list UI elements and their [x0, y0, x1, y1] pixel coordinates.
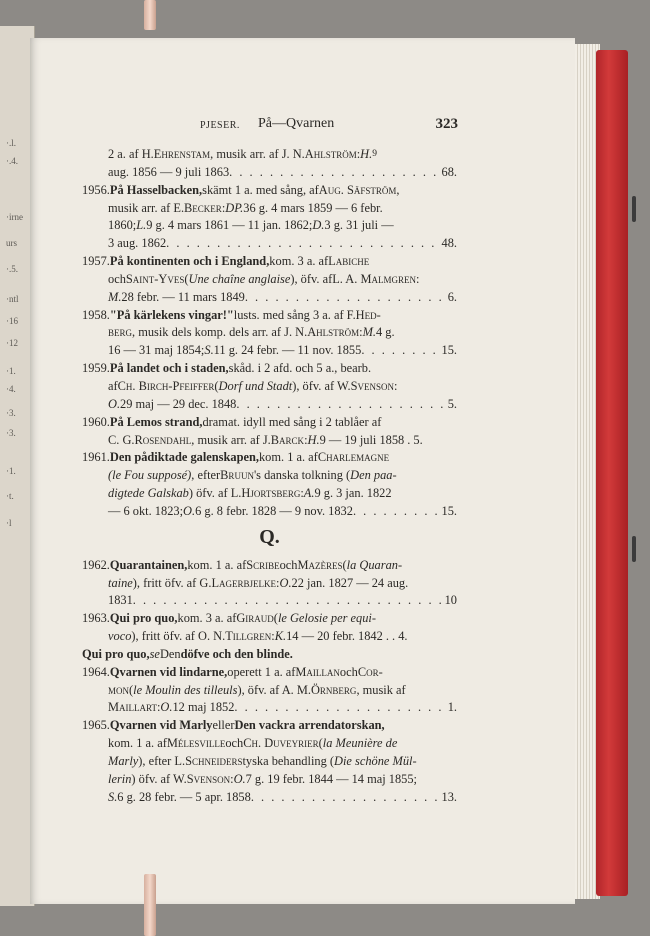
text-line: 2 a. af H. Ehrenstam , musik arr. af J. N. Ahlström : H. 9	[108, 147, 377, 161]
page-clip	[632, 536, 636, 562]
header-title: På—Qvarnen	[258, 116, 335, 131]
text-line: 1860; L. 9 g. 4 mars 1861 — 11 jan. 1862; D. 3 g. 31 juli —	[108, 218, 394, 233]
text-line: — 6 okt. 1823; O. 6 g. 8 febr. 1828 — 9 nov. 1832 . . . 15.	[82, 503, 457, 521]
text-line: 16 — 31 maj 1854; S. 11 g. 24 febr. — 11 nov. 1855 . . . 15.	[82, 342, 457, 360]
left-margin-mark: ·4.	[6, 384, 16, 394]
text-line: mon ( le Moulin des tilleuls ), öfv. af A. M. Örnberg , musik af	[108, 682, 406, 697]
left-margin-mark: ·12	[6, 338, 18, 348]
entry-1965: 1965. Qvarnen vid Marly eller Den vackra arrendatorskan,	[82, 718, 385, 733]
entry-1964: 1964. Qvarnen vid lindarne, operett 1 a. af Maillan och Cor-	[82, 664, 383, 679]
left-margin-mark: ·t.	[6, 491, 14, 501]
bookmark-ribbon-top	[144, 0, 156, 30]
text-line: digtede Galskab ) öfv. af L. Hjortsberg : A. 9 g. 3 jan. 1822	[108, 486, 392, 501]
text-line: O. 29 maj — 29 dec. 1848 . . . 5.	[82, 396, 457, 414]
text-line: af Ch. Birch-Pfeiffer ( Dorf und Stadt ), öfv. af W. Svenson :	[108, 378, 398, 393]
text-line: berg , musik dels komp. dels arr. af J. N. Ahlström : M. 4 g.	[108, 325, 395, 340]
text-line: lerin ) öfv. af W. Svenson : O. 7 g. 19 febr. 1844 — 14 maj 1855;	[108, 771, 417, 786]
entry-1959: 1959. På landet och i staden, skåd. i 2 afd. och 5 a., bearb.	[82, 361, 372, 376]
text-line: 3 aug. 1862 . . . 48.	[82, 235, 457, 253]
entry-1956: 1956. På Hasselbacken, skämt 1 a. med sång, af Aug. Säfström ,	[82, 182, 400, 197]
book-cover	[596, 50, 628, 896]
bookmark-ribbon-bottom	[144, 874, 156, 936]
text-line: musik arr. af E. Becker : DP. 36 g. 4 mars 1859 — 6 febr.	[108, 200, 383, 215]
text-line: Marly ), efter L. Schneiders tyska behandling ( Die schöne Mül-	[108, 754, 417, 768]
entry-1962: 1962. Quarantainen, kom. 1 a. af Scribe och Mazères ( la Quaran-	[82, 557, 403, 572]
page-body	[82, 146, 457, 807]
text-line: Maillart : O. 12 maj 1852 . . . 1.	[82, 699, 457, 717]
entry-1961: 1961. Den pådiktade galenskapen, kom. 1 a. af Charlemagne	[82, 450, 390, 465]
header-section: PJESER.	[200, 120, 240, 131]
text-line: C. G. Rosendahl , musik arr. af J. Barck : H. 9 — 19 juli 1858 . 5.	[108, 432, 423, 447]
page-number: 323	[435, 116, 458, 132]
text-line: kom. 1 a. af Mélesville och Ch. Duveyrier ( la Meunière de	[108, 736, 398, 751]
left-margin-mark: ·.l.	[6, 138, 16, 148]
cross-reference: Qui pro quo, se Den döfve och den blinde.	[82, 646, 293, 661]
text-line: och Saint-Yves ( Une chaîne anglaise ), öfv. af L. A. Malmgren :	[108, 271, 420, 286]
left-margin-mark: ·16	[6, 316, 18, 326]
entry-1960: 1960. På Lemos strand, dramat. idyll med sång i 2 tablåer af	[82, 414, 382, 429]
text-line: S. 6 g. 28 febr. — 5 apr. 1858 . . . 13.	[82, 789, 457, 807]
entry-1958: 1958. "På kärlekens vingar!" lusts. med sång 3 a. af F. Hed-	[82, 307, 381, 322]
text-line: voco ), fritt öfv. af O. N. Tillgren : K. 14 — 20 febr. 1842 . . 4.	[108, 629, 408, 644]
page-clip	[632, 196, 636, 222]
left-margin-mark: ·.4.	[6, 156, 18, 166]
text-line: taine ), fritt öfv. af G. Lagerbjelke : O. 22 jan. 1827 — 24 aug.	[108, 575, 409, 590]
text-line: aug. 1856 — 9 juli 1863 . . . 68.	[82, 164, 457, 182]
entry-1957: 1957. På kontinenten och i England, kom. 3 a. af Labiche	[82, 254, 370, 269]
entry-1963: 1963. Qui pro quo, kom. 3 a. af Giraud ( le Gelosie per equi-	[82, 611, 376, 626]
left-margin-mark: ·.5.	[6, 264, 18, 274]
text-line: M. 28 febr. — 11 mars 1849 . . . 6.	[82, 289, 457, 307]
left-margin-mark: ·irne	[6, 212, 23, 222]
left-margin-mark: ·3.	[6, 408, 16, 418]
left-margin-mark: ·3.	[6, 428, 16, 438]
left-margin-mark: ·l	[6, 518, 12, 528]
text-line: 1831 . . . 10	[82, 592, 457, 610]
left-margin-mark: ·ntl	[6, 294, 19, 304]
left-margin-mark: ·1.	[6, 466, 16, 476]
text-line: (le Fou supposé) , efter Bruun 's danska tolkning ( Den paa-	[108, 468, 397, 483]
section-heading-q: Q.	[259, 525, 280, 548]
left-margin-mark: urs	[6, 238, 17, 248]
left-margin-mark: ·1.	[6, 366, 16, 376]
running-header	[200, 116, 458, 136]
